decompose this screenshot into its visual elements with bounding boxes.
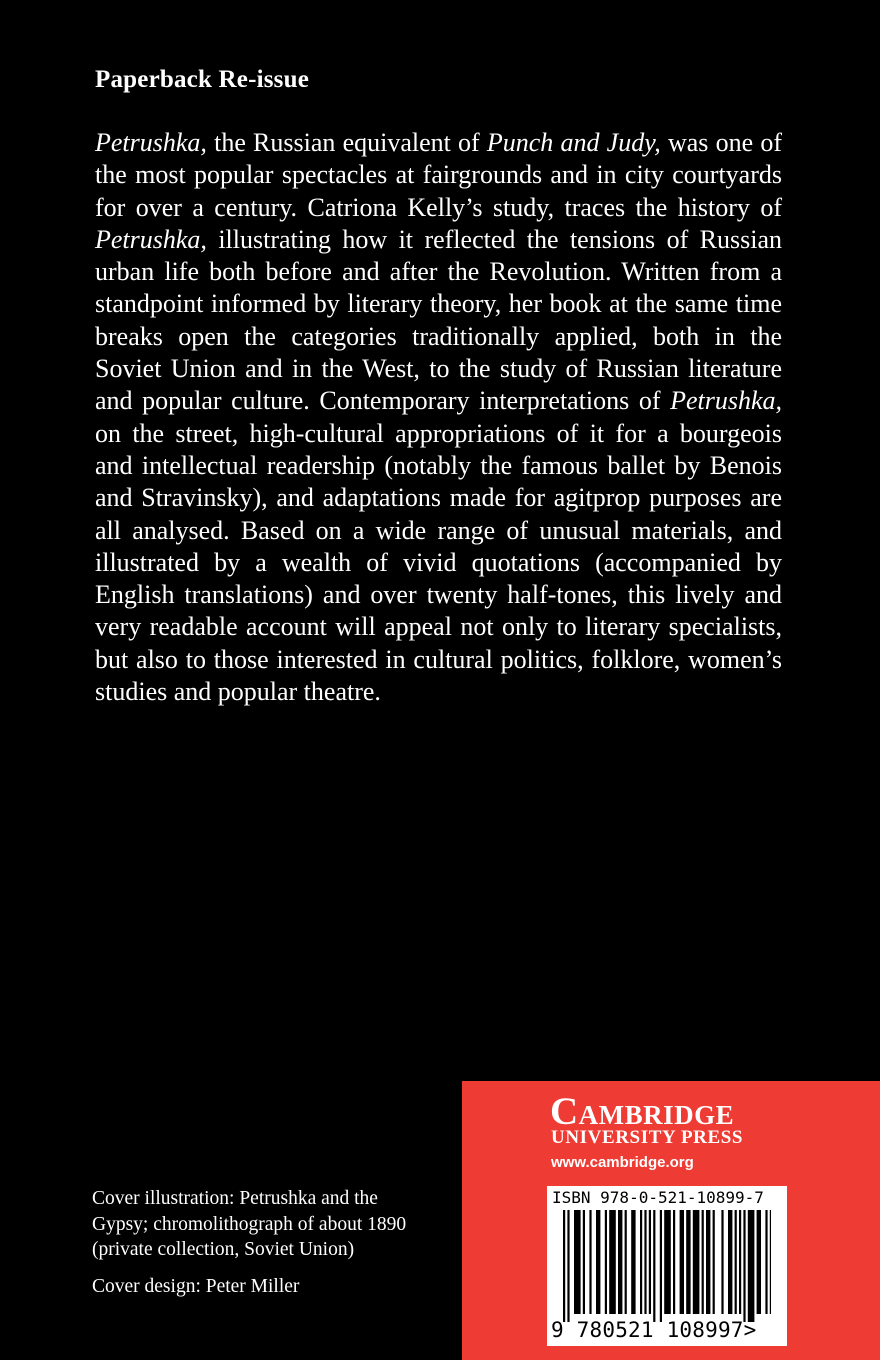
barcode-bar xyxy=(706,1210,710,1314)
book-title-punch-and-judy: Punch and Judy, xyxy=(486,128,661,157)
barcode-bar xyxy=(583,1210,585,1314)
book-title-petrushka: Petrushka, xyxy=(95,224,207,254)
publisher-name: Cambridge xyxy=(550,1090,735,1133)
book-title-petrushka: Petrushka, xyxy=(95,128,207,157)
barcode-bar xyxy=(686,1210,690,1314)
barcode-bar xyxy=(653,1210,655,1322)
barcode-bar xyxy=(735,1210,737,1314)
description-text: was one of the most popular spectacles at fairgrounds and in city courtyards for over a century. Catriona Kelly’s study, traces the history of xyxy=(95,128,782,222)
publisher-panel xyxy=(462,1081,880,1360)
illustration-credit-line: (private collection, Soviet Union) xyxy=(92,1239,355,1260)
barcode-bars xyxy=(563,1210,771,1326)
description-text: illustrating how it reflected the tensions of Russian urban life both before and after the Revolution. Written from a standpoint informed by literary theory, her book at the same time breaks open the categories traditionally applied, both in the Soviet Union and in the West, to the study of Russian literature and popular culture. Contemporary interpretations of xyxy=(95,224,782,416)
barcode-number: 9 780521 108997 xyxy=(551,1318,744,1342)
barcode-bar xyxy=(618,1210,622,1314)
publisher-url: www.cambridge.org xyxy=(551,1154,694,1171)
description-text: the Russian equivalent of xyxy=(206,128,487,157)
barcode-bar xyxy=(693,1210,700,1314)
illustration-credit-line: Gypsy; chromolithograph of about 1890 xyxy=(92,1213,407,1235)
cover-illustration-credit xyxy=(92,1186,452,1263)
barcode-bar xyxy=(721,1210,723,1314)
barcode-bar xyxy=(625,1210,627,1314)
barcode-bar xyxy=(748,1210,755,1322)
barcode-bar xyxy=(770,1210,771,1314)
illustration-credit-line: Cover illustration: Petrushka and the xyxy=(92,1188,378,1209)
barcode-bar xyxy=(644,1210,646,1314)
isbn-barcode xyxy=(547,1186,787,1346)
barcode-bar xyxy=(631,1210,635,1314)
barcode-bar xyxy=(680,1210,684,1314)
isbn-label: ISBN 978-0-521-10899-7 xyxy=(552,1188,764,1207)
barcode-bar xyxy=(673,1210,675,1314)
barcode-quiet-zone-arrow: > xyxy=(743,1318,757,1342)
barcode-bar xyxy=(660,1210,662,1322)
book-title-petrushka: Petrushka, xyxy=(670,386,782,416)
description-text: on the street, high-cultural appropriations of it for a bourgeois and intellectual readership (notably the famous ballet by Benois and Stravinsky), and adaptations made for agitprop purposes are all analysed. Based on a wide range of unusual materials, and illustrated by a wealth of vivid quotations (accompanied by English translations) and over twenty half-tones, this lively and very readable account will appeal not only to literary specialists, but also to those interested in cultural politics, folklore, women’s studies and popular theatre. xyxy=(95,418,782,707)
barcode-bar xyxy=(596,1210,600,1314)
barcode-bar xyxy=(743,1210,745,1322)
barcode-bar xyxy=(609,1210,616,1314)
barcode-bar xyxy=(728,1210,732,1314)
barcode-bar xyxy=(563,1210,565,1322)
barcode-bar xyxy=(739,1210,741,1314)
barcode-bar xyxy=(605,1210,607,1314)
barcode-bar xyxy=(664,1210,671,1314)
barcode-digits xyxy=(551,1318,757,1342)
cover-credits xyxy=(92,1186,452,1299)
barcode-bar xyxy=(649,1210,651,1314)
barcode-bar xyxy=(589,1210,591,1314)
barcode-bar xyxy=(574,1210,581,1314)
barcode-bar xyxy=(757,1210,761,1314)
barcode-bar xyxy=(765,1210,767,1314)
publisher-subtitle: UNIVERSITY PRESS xyxy=(551,1127,744,1148)
barcode-bar xyxy=(702,1210,704,1314)
barcode-bar xyxy=(640,1210,642,1314)
cover-design-credit: Cover design: Peter Miller xyxy=(92,1275,300,1297)
book-description xyxy=(95,127,782,708)
barcode-bar xyxy=(567,1210,569,1322)
barcode-bar xyxy=(713,1210,715,1314)
back-cover-heading: Paperback Re-issue xyxy=(95,66,310,93)
